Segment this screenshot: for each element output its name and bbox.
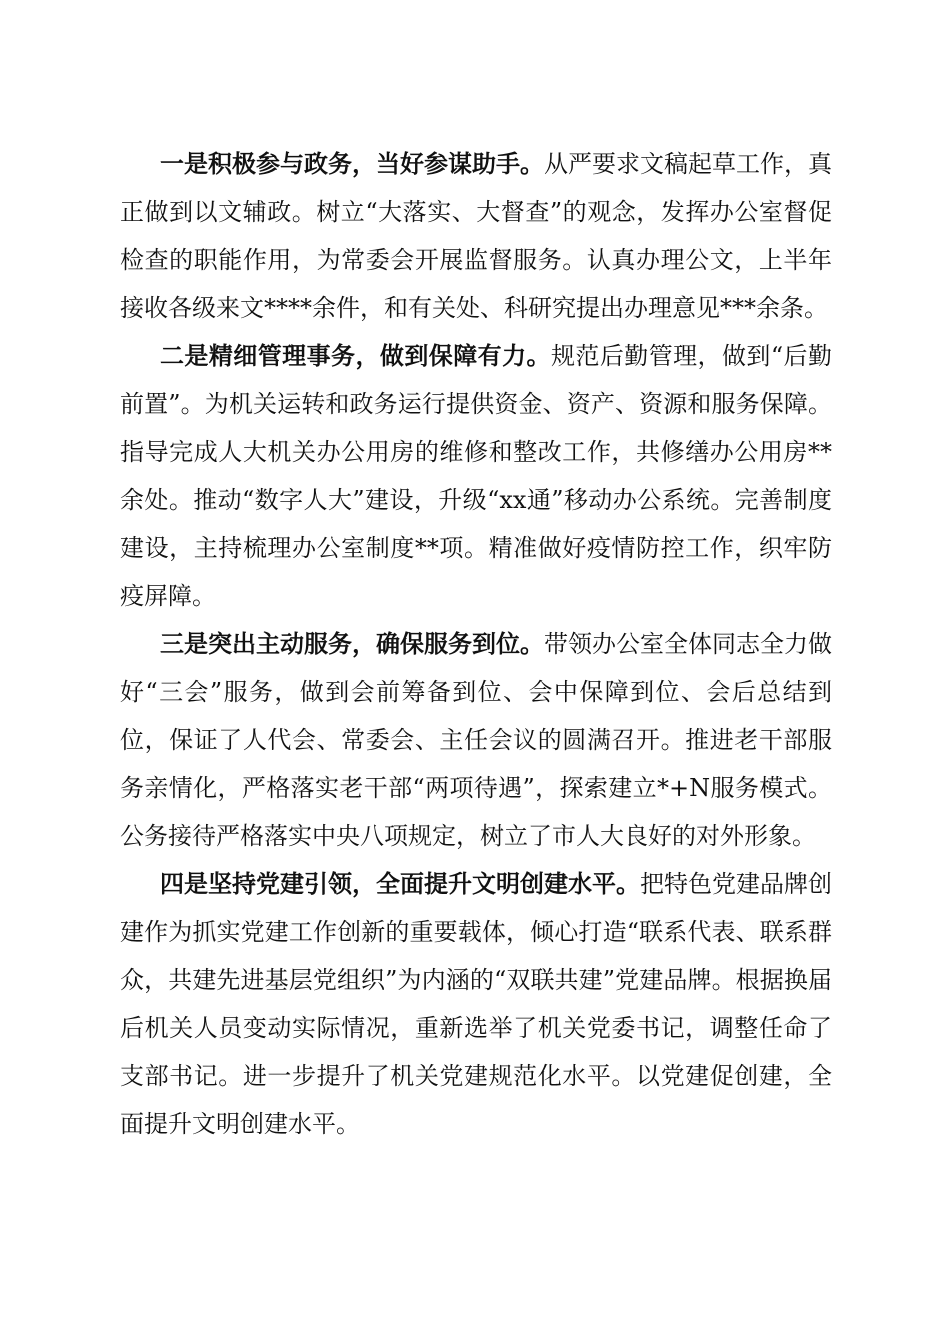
paragraph-4 — [120, 860, 832, 1148]
paragraph-2-body: 规范后勤管理，做到“后勤前置”。为机关运转和政务运行提供资金、资产、资源和服务保障。指导完成人大机关办公用房的维修和整改工作，共修缮办公用房**余处。推动“数字人大”建设，升级“xx通”移动办公系统。完善制度建设，主持梳理办公室制度**项。精准做好疫情防控工作，织牢防疫屏障。 — [120, 342, 832, 610]
paragraph-2-lead: 二是精细管理事务，做到保障有力。 — [160, 342, 551, 370]
paragraph-1-body: 从严要求文稿起草工作，真正做到以文辅政。树立“大落实、大督查”的观念，发挥办公室督促检查的职能作用，为常委会开展监督服务。认真办理公文，上半年接收各级来文****余件，和有关处、科研究提出办理意见***余条。 — [120, 150, 832, 322]
paragraph-4-lead: 四是坚持党建引领，全面提升文明创建水平。 — [160, 870, 640, 898]
document-body — [120, 140, 832, 1148]
paragraph-4-body: 把特色党建品牌创建作为抓实党建工作创新的重要载体，倾心打造“联系代表、联系群众，共建先进基层党组织”为内涵的“双联共建”党建品牌。根据换届后机关人员变动实际情况，重新选举了机关党委书记，调整任命了支部书记。进一步提升了机关党建规范化水平。以党建促创建，全面提升文明创建水平。 — [120, 870, 832, 1138]
paragraph-1-lead: 一是积极参与政务，当好参谋助手。 — [160, 150, 544, 178]
paragraph-3-body: 带领办公室全体同志全力做好“三会”服务，做到会前筹备到位、会中保障到位、会后总结到位，保证了人代会、常委会、主任会议的圆满召开。推进老干部服务亲情化，严格落实老干部“两项待遇”，探索建立*+N服务模式。公务接待严格落实中央八项规定，树立了市人大良好的对外形象。 — [120, 630, 832, 850]
paragraph-3-lead: 三是突出主动服务，确保服务到位。 — [160, 630, 544, 658]
paragraph-1 — [120, 140, 832, 332]
paragraph-3 — [120, 620, 832, 860]
paragraph-2 — [120, 332, 832, 620]
